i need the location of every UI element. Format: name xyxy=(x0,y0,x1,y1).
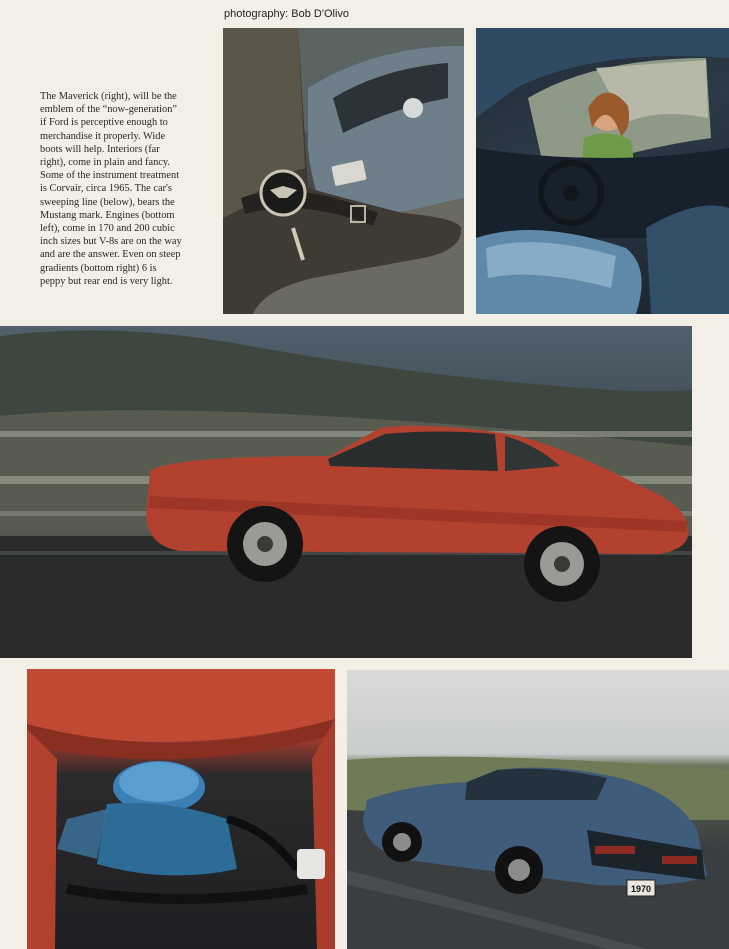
photo-red-car-side xyxy=(0,326,692,658)
photo-interior xyxy=(476,28,729,314)
license-plate-text: 1970 xyxy=(630,884,652,894)
caption-line: emblem of the “now-generation” xyxy=(40,104,178,116)
photo-credit: photography: Bob D'Olivo xyxy=(224,8,350,20)
article-caption xyxy=(40,90,218,288)
caption-line: left), come in 170 and 200 cubic xyxy=(40,223,175,235)
caption-line: peppy but rear end is very light. xyxy=(40,275,173,287)
caption-line: Some of the instrument treatment xyxy=(40,170,180,182)
caption-line: is Corvair, circa 1965. The car's xyxy=(40,183,172,195)
caption-line: gradients (bottom right) 6 is xyxy=(40,262,157,274)
photo-boot-emblem xyxy=(223,28,464,314)
caption-line: boots will help. Interiors (far xyxy=(40,143,160,155)
caption-line: right), come in plain and fancy. xyxy=(40,157,171,169)
caption-line: The Maverick (right), will be the xyxy=(40,91,177,102)
caption-line: and are the answer. Even on steep xyxy=(40,249,181,261)
photo-blue-car-rear xyxy=(347,670,729,949)
caption-line: if Ford is perceptive enough to xyxy=(40,117,168,129)
caption-line: merchandise it properly. Wide xyxy=(40,130,166,142)
photo-engine-bay xyxy=(27,669,335,949)
caption-line: sweeping line (below), bears the xyxy=(40,196,175,208)
caption-line: Mustang mark. Engines (bottom xyxy=(40,209,175,221)
caption-line: inch sizes but V-8s are on the way xyxy=(40,236,182,248)
